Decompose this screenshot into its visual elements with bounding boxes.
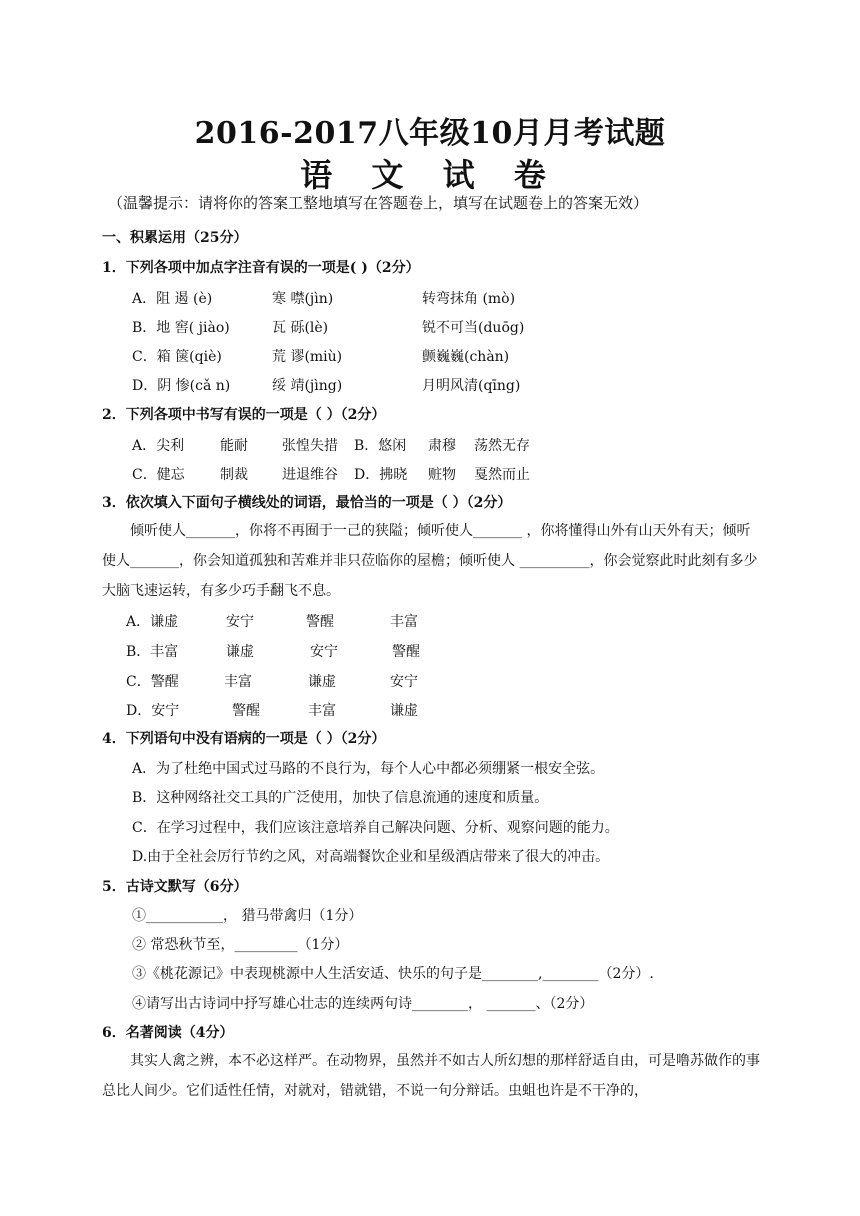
q3-option: 丰富 <box>390 614 418 630</box>
q3-option: 谦虚 <box>308 674 336 690</box>
q1-option: 荒 谬(miù) <box>272 349 343 365</box>
q2-option: 能耐 <box>220 438 248 454</box>
q3-option: 警醒 <box>232 703 260 719</box>
question-4-stem: 4．下列语句中没有语病的一项是（ ）（2分） <box>102 731 386 747</box>
q2-option: 荡然无存 <box>474 438 530 454</box>
q3-option: 丰富 <box>224 674 252 690</box>
question-2-stem: 2．下列各项中书写有误的一项是（ ）（2分） <box>102 407 386 423</box>
q3-option: 安宁 <box>310 644 338 660</box>
q5-item: ③《桃花源记》中表现桃源中人生活安适、快乐的句子是________,________（2分）. <box>132 966 654 982</box>
q3-option: 谦虚 <box>390 703 418 719</box>
q1-option: D．阴 惨(cǎ n) <box>132 378 231 394</box>
q3-option: C．警醒 <box>126 674 179 690</box>
q4-option: B．这种网络社交工具的广泛使用，加快了信息流通的速度和质量。 <box>132 790 549 806</box>
q3-option: 警醒 <box>392 644 420 660</box>
exam-title: 2016-2017八年级10月月考试题 <box>194 116 666 151</box>
q3-option: 丰富 <box>308 703 336 719</box>
q3-option: D．安宁 <box>126 703 180 719</box>
q2-option: 进退维谷 <box>282 467 338 483</box>
q1-option: B．地 窖( jiào) <box>132 320 230 336</box>
q2-option: C．健忘 <box>132 467 185 483</box>
q6-passage: 其实人禽之辨，本不必这样严。在动物界，虽然并不如古人所幻想的那样舒适自由，可是噜苏做作的事总比人间少。它们适性任情，对就对，错就错，不说一句分辩话。虫蛆也许是不干净的， <box>102 1053 760 1099</box>
q5-item: ①___________， 猎马带禽归（1分） <box>132 908 363 924</box>
q3-option: 警醒 <box>306 614 334 630</box>
q3-option: 安宁 <box>226 614 254 630</box>
q3-option: A．谦虚 <box>126 614 179 630</box>
q1-option: 锐不可当(duōg) <box>422 320 525 336</box>
q2-option: 肃穆 <box>428 438 456 454</box>
q1-option: A．阻 遏 (è) <box>132 291 213 307</box>
q1-option: 绥 靖(jìng) <box>272 378 343 394</box>
q2-option: A．尖利 <box>132 438 185 454</box>
q4-option: C．在学习过程中，我们应该注意培养自己解决问题、分析、观察问题的能力。 <box>132 820 619 836</box>
exam-note: （温馨提示：请将你的答案工整地填写在答题卷上，填写在试题卷上的答案无效） <box>108 194 649 212</box>
q2-option: 赃物 <box>428 467 456 483</box>
q1-option: 月明风清(qīng) <box>422 378 521 394</box>
q1-option: 颤巍巍(chàn) <box>422 349 510 365</box>
q1-option: 瓦 砾(lè) <box>272 320 329 336</box>
q3-passage: 倾听使人_______，你将不再囿于一己的狭隘；倾听使人_______ ，你将懂得山外有山天外有天；倾听使人_______，你会知道孤独和苦难并非只莅临你的屋檐；倾听使人 __________，你会觉察此时此刻有多少大脑飞速运转，有多少巧手翻飞不息。 <box>102 523 758 599</box>
section-heading: 一、积累运用（25分） <box>102 230 248 246</box>
exam-subtitle: 语 文 试 卷 <box>300 156 560 194</box>
q3-option: B．丰富 <box>126 644 179 660</box>
q2-option: 张惶失措 <box>282 438 338 454</box>
q2-option: D．拂晓 <box>354 467 408 483</box>
q2-option: 制裁 <box>220 467 248 483</box>
question-1-stem: 1．下列各项中加点字注音有误的一项是( )（2分） <box>102 260 420 276</box>
q2-option: 戛然而止 <box>474 467 530 483</box>
question-3-stem: 3．依次填入下面句子横线处的词语，最恰当的一项是（ ）（2分） <box>102 495 512 511</box>
q3-option: 安宁 <box>390 674 418 690</box>
q2-option: B．悠闲 <box>354 438 407 454</box>
q1-option: 转弯抹角 (mò) <box>422 291 516 307</box>
q5-item: ② 常恐秋节至，_________（1分） <box>132 937 349 953</box>
q4-option: D.由于全社会厉行节约之风，对高端餐饮企业和星级酒店带来了很大的冲击。 <box>132 849 610 865</box>
question-5-stem: 5．古诗文默写（6分） <box>102 879 248 895</box>
question-6-stem: 6．名著阅读（4分） <box>102 1025 234 1041</box>
q5-item: ④请写出古诗词中抒写雄心壮志的连续两句诗________， _______、（2分） <box>132 996 594 1012</box>
q1-option: C．箱 箧(qiè) <box>132 349 222 365</box>
q3-option: 谦虚 <box>226 644 254 660</box>
q4-option: A．为了杜绝中国式过马路的不良行为，每个人心中都必须绷紧一根安全弦。 <box>132 761 605 777</box>
q1-option: 寒 噤(jìn) <box>272 291 334 307</box>
